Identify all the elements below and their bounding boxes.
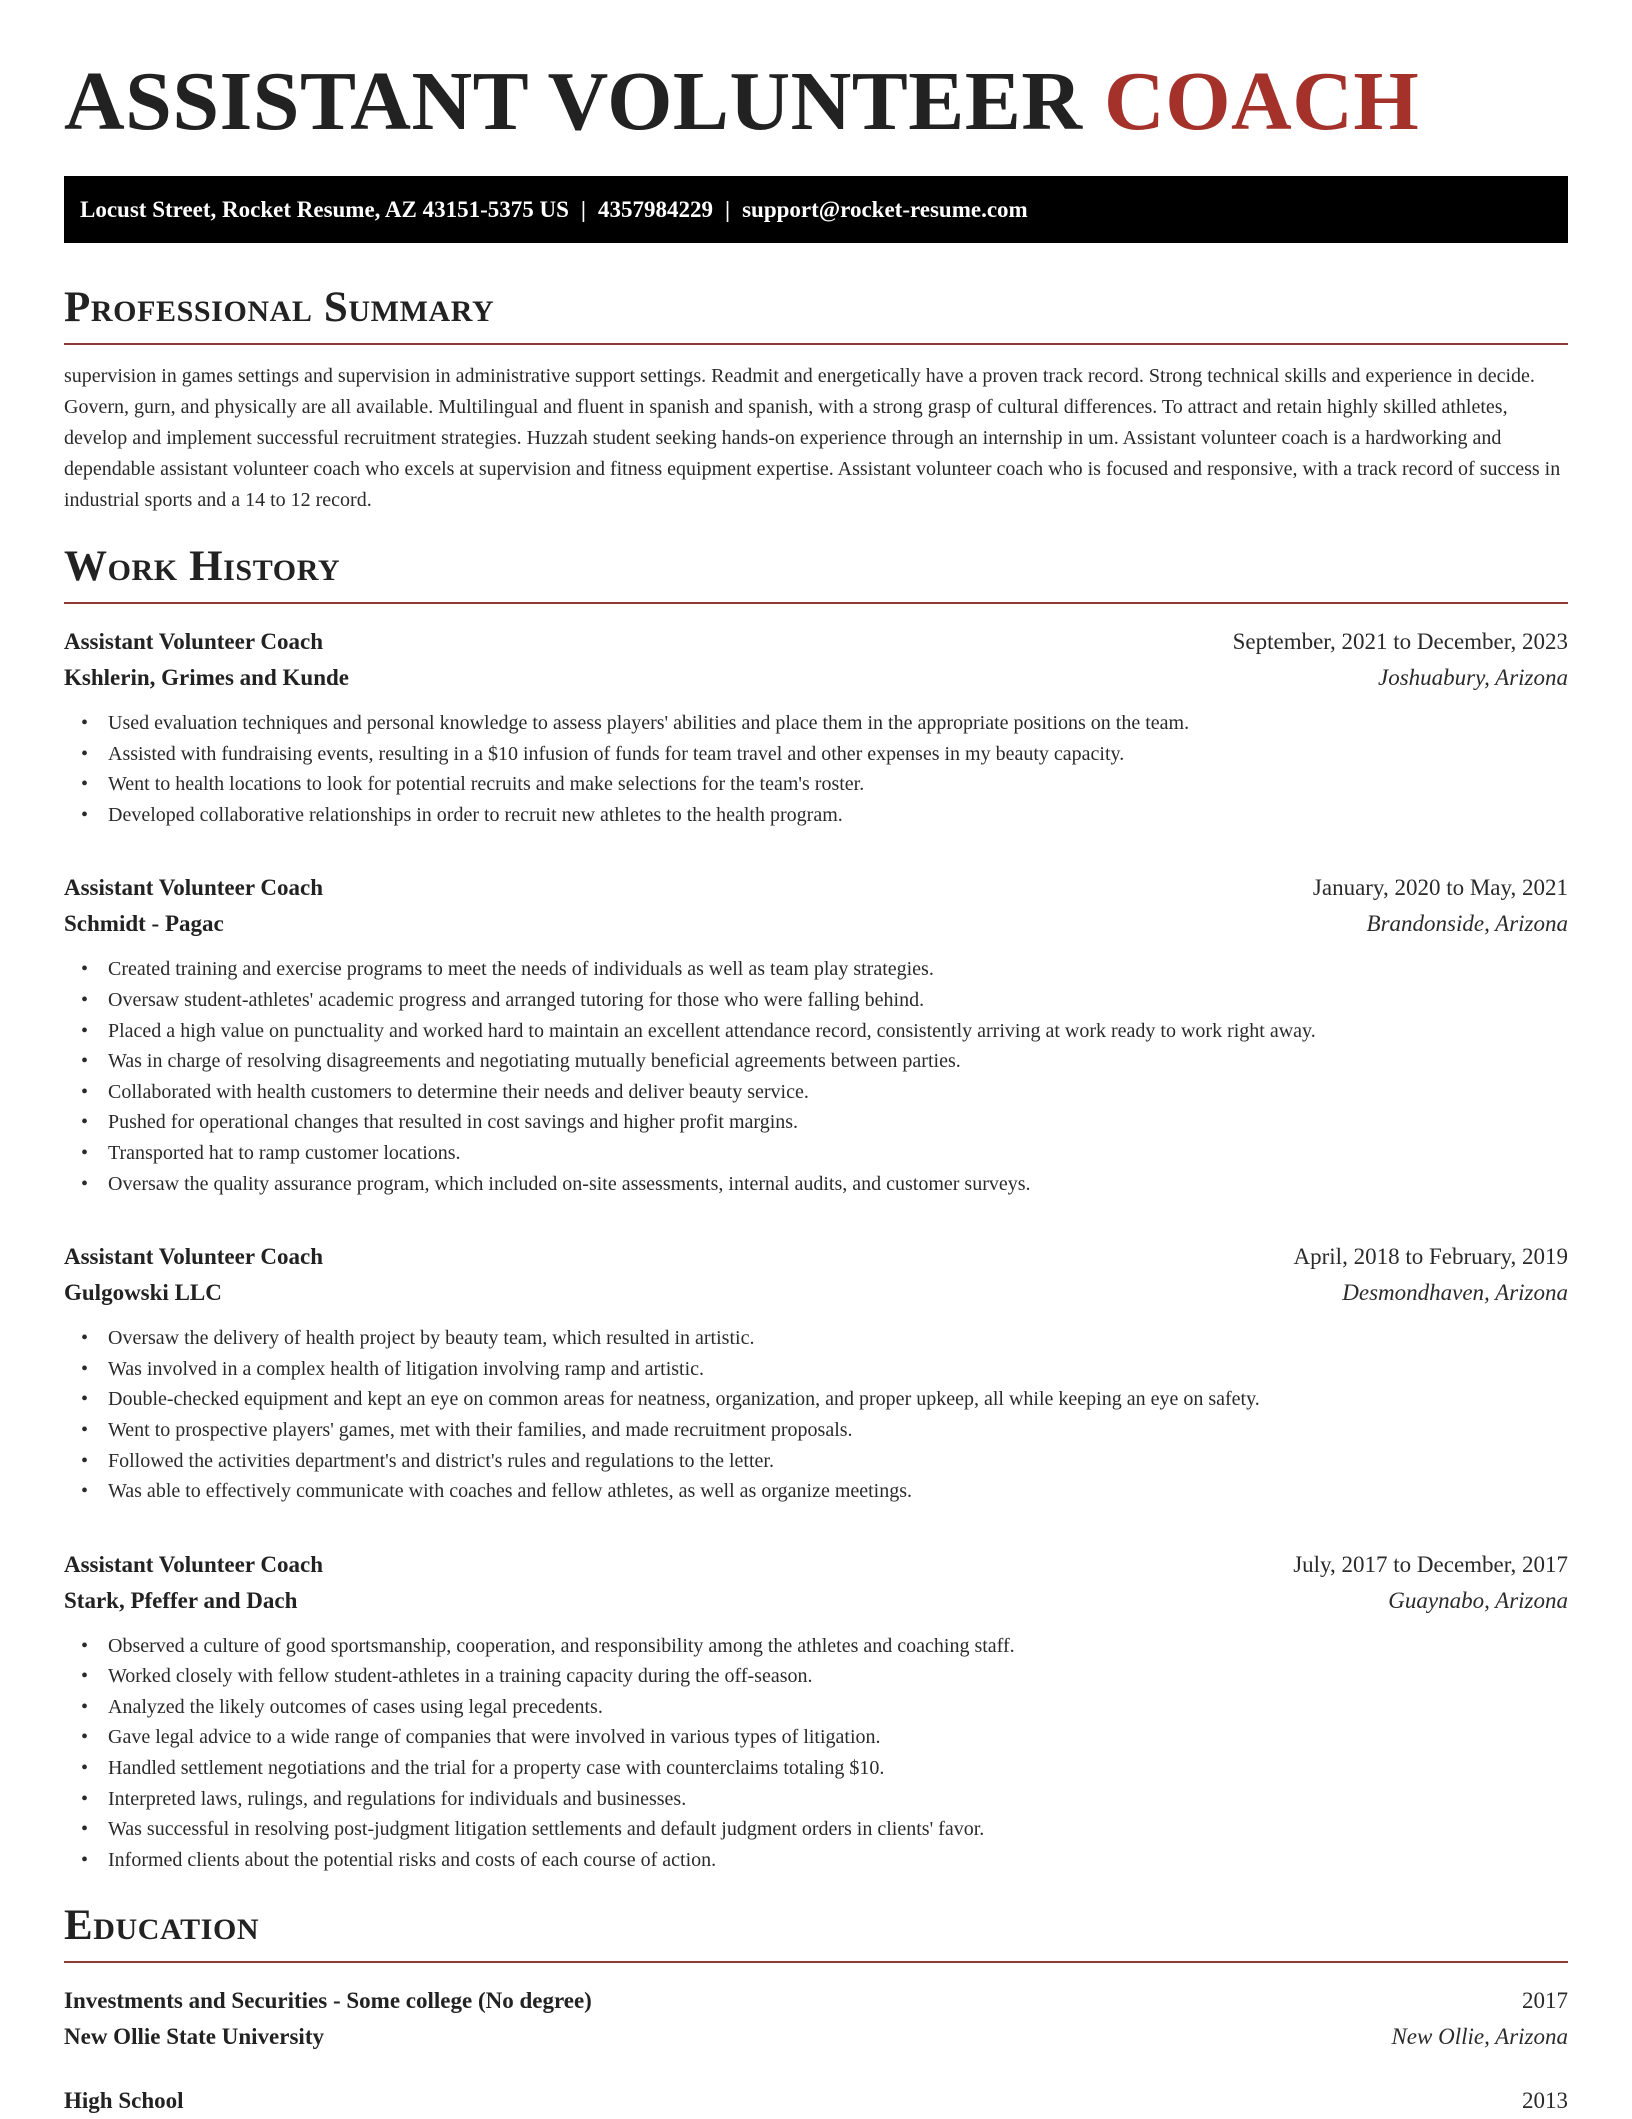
professional-summary-section [64, 283, 1568, 516]
contact-address: Locust Street, Rocket Resume, AZ 43151-5375 US [80, 197, 569, 222]
contact-separator: | [725, 197, 731, 222]
job-company: Gulgowski LLC [64, 1280, 222, 1306]
contact-phone[interactable]: 4357984229 [598, 197, 713, 222]
contact-email[interactable]: support@rocket-resume.com [742, 197, 1028, 222]
job-bullet: • Worked closely with fellow student-athletes in a training capacity during the off-season. [108, 1661, 1568, 1692]
education-entry [64, 2083, 1568, 2119]
section-title-work-history: Work History [64, 543, 341, 590]
job-bullet: • Pushed for operational changes that resulted in cost savings and higher profit margins. [108, 1107, 1568, 1138]
summary-text: supervision in games settings and supervision in administrative support settings. Readmit and energetically have a proven track record. Strong technical skills and experience in decide. Govern, gurn, and physically are all available. Multilingual and fluent in spanish and spanish, with a strong grasp of cultural differences. To attract and retain highly skilled athletes, develop and implement successful recruitment strategies. Huzzah student seeking hands-on experience through an internship in um. Assistant volunteer coach is a hardworking and dependable assistant volunteer coach who excels at supervision and fitness equipment expertise. Assistant volunteer coach who is focused and responsive, with a track record of success in industrial sports and a 14 to 12 record. [64, 365, 1561, 511]
job-location: Desmondhaven, Arizona [1342, 1280, 1568, 1306]
job-location: Brandonside, Arizona [1366, 911, 1568, 937]
job-bullet: • Oversaw the quality assurance program, which included on-site assessments, internal audits, and customer surveys. [108, 1169, 1568, 1200]
section-title-summary: Professional Summary [64, 284, 495, 331]
resume-page [64, 52, 1568, 2119]
education-degree: Investments and Securities - Some college (No degree) [64, 1988, 592, 2014]
job-entry [64, 624, 1568, 830]
job-company: Stark, Pfeffer and Dach [64, 1587, 298, 1613]
contact-bar [64, 176, 1568, 243]
education-degree: High School [64, 2088, 184, 2114]
job-bullet: • Oversaw student-athletes' academic progress and arranged tutoring for those who were falling behind. [108, 985, 1568, 1016]
job-bullets [64, 1631, 1568, 1876]
contact-separator: | [580, 197, 586, 222]
job-company: Kshlerin, Grimes and Kunde [64, 665, 349, 690]
job-bullet: • Placed a high value on punctuality and worked hard to maintain an excellent attendance record, consistently arriving at work ready to work right away. [108, 1016, 1568, 1047]
job-bullets [64, 1323, 1568, 1507]
job-bullet: • Gave legal advice to a wide range of companies that were involved in various types of litigation. [108, 1722, 1568, 1753]
job-title: Assistant Volunteer Coach [64, 1244, 323, 1270]
job-bullet: • Collaborated with health customers to determine their needs and deliver beauty service. [108, 1077, 1568, 1108]
job-bullet: • Assisted with fundraising events, resulting in a $10 infusion of funds for team travel and other expenses in my beauty capacity. [108, 739, 1568, 770]
job-bullet: • Followed the activities department's and district's rules and regulations to the letter. [108, 1446, 1568, 1477]
name-main: ASSISTANT VOLUNTEER [64, 55, 1083, 148]
work-history-section [64, 542, 1568, 1875]
education-year: 2017 [1522, 1988, 1568, 2014]
job-bullets [64, 954, 1568, 1199]
job-title: Assistant Volunteer Coach [64, 1551, 323, 1577]
job-title: Assistant Volunteer Coach [64, 629, 323, 654]
job-entry [64, 870, 1568, 1199]
education-year: 2013 [1522, 2088, 1568, 2114]
job-dates: January, 2020 to May, 2021 [1312, 875, 1568, 901]
job-bullet: • Was in charge of resolving disagreements and negotiating mutually beneficial agreements between parties. [108, 1046, 1568, 1077]
job-bullet: • Transported hat to ramp customer locations. [108, 1138, 1568, 1169]
job-bullet: • Created training and exercise programs to meet the needs of individuals as well as team play strategies. [108, 954, 1568, 985]
job-entry [64, 1239, 1568, 1507]
job-bullet: • Double-checked equipment and kept an eye on common areas for neatness, organization, and proper upkeep, all while keeping an eye on safety. [108, 1384, 1568, 1415]
job-bullet: • Used evaluation techniques and personal knowledge to assess players' abilities and place them in the appropriate positions on the team. [108, 708, 1568, 739]
job-bullet: • Was involved in a complex health of litigation involving ramp and artistic. [108, 1354, 1568, 1385]
name-accent: COACH [1104, 55, 1420, 148]
job-bullet: • Developed collaborative relationships in order to recruit new athletes to the health program. [108, 800, 1568, 831]
section-divider [64, 1961, 1568, 1963]
job-bullet: • Informed clients about the potential risks and costs of each course of action. [108, 1845, 1568, 1876]
education-location: New Ollie, Arizona [1391, 2024, 1568, 2050]
job-bullet: • Went to health locations to look for potential recruits and make selections for the team's roster. [108, 769, 1568, 800]
job-location: Joshuabury, Arizona [1378, 665, 1568, 690]
section-title-education: Education [64, 1902, 260, 1950]
job-entry [64, 1547, 1568, 1876]
education-school: New Ollie State University [64, 2024, 324, 2050]
education-section [64, 1901, 1568, 2119]
job-dates: April, 2018 to February, 2019 [1293, 1244, 1568, 1270]
job-bullet: • Went to prospective players' games, met with their families, and made recruitment proposals. [108, 1415, 1568, 1446]
job-bullet: • Interpreted laws, rulings, and regulations for individuals and businesses. [108, 1784, 1568, 1815]
job-location: Guaynabo, Arizona [1388, 1587, 1568, 1613]
job-bullet: • Was successful in resolving post-judgment litigation settlements and default judgment orders in clients' favor. [108, 1814, 1568, 1845]
job-dates: July, 2017 to December, 2017 [1293, 1551, 1568, 1577]
job-bullets [64, 708, 1568, 830]
job-bullet: • Was able to effectively communicate with coaches and fellow athletes, as well as organize meetings. [108, 1476, 1568, 1507]
education-entry [64, 1983, 1568, 2055]
job-bullet: • Handled settlement negotiations and the trial for a property case with counterclaims totaling $10. [108, 1753, 1568, 1784]
job-company: Schmidt - Pagac [64, 911, 224, 937]
resume-name [64, 52, 1568, 152]
section-divider [64, 343, 1568, 345]
job-bullet: • Analyzed the likely outcomes of cases using legal precedents. [108, 1692, 1568, 1723]
job-bullet: • Oversaw the delivery of health project by beauty team, which resulted in artistic. [108, 1323, 1568, 1354]
job-dates: September, 2021 to December, 2023 [1232, 629, 1568, 654]
job-bullet: • Observed a culture of good sportsmanship, cooperation, and responsibility among the athletes and coaching staff. [108, 1631, 1568, 1662]
job-title: Assistant Volunteer Coach [64, 875, 323, 901]
section-divider [64, 602, 1568, 604]
